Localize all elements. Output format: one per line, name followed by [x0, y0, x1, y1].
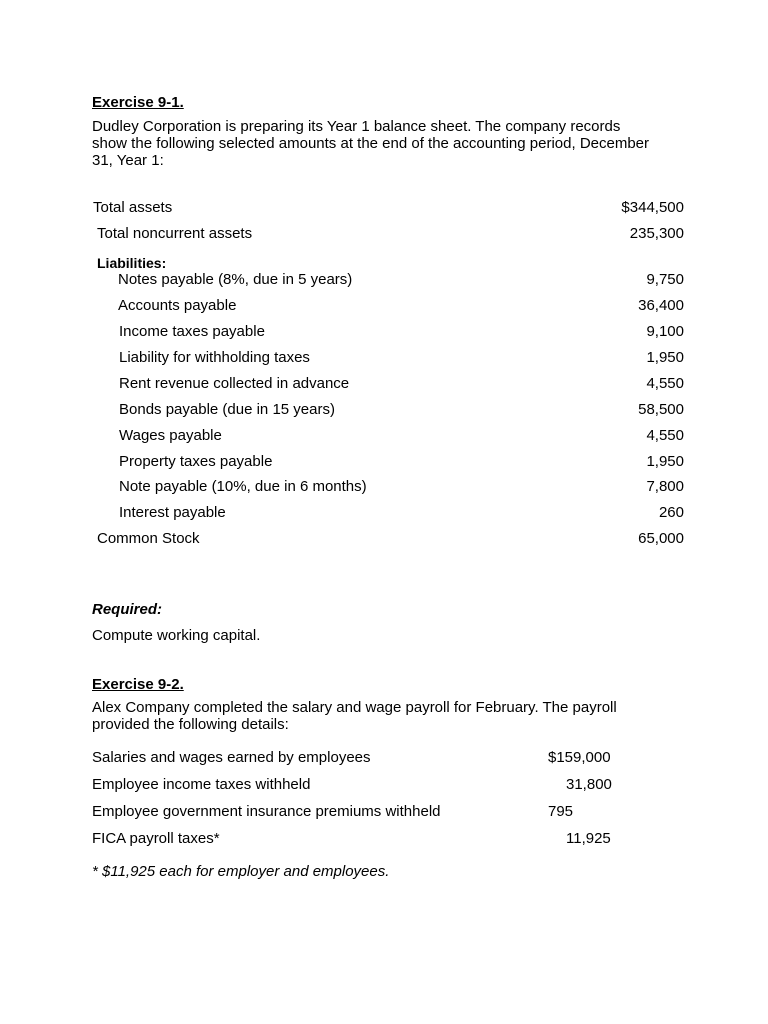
intro-line: show the following selected amounts at the end of the accounting period, December — [92, 135, 650, 152]
total-assets-value: $344,500 — [621, 199, 684, 216]
intro-line: Dudley Corporation is preparing its Year 1 balance sheet. The company records — [92, 118, 621, 135]
liability-value: 260 — [658, 504, 684, 521]
liability-value: 9,750 — [646, 271, 684, 288]
liability-label: Wages payable — [119, 427, 222, 444]
liability-value: 4,550 — [646, 375, 684, 392]
liability-label: Income taxes payable — [119, 323, 265, 340]
liability-label: Notes payable (8%, due in 5 years) — [118, 271, 353, 288]
intro-line: provided the following details: — [92, 716, 289, 733]
payroll-item-value: 795 — [548, 803, 574, 820]
total-noncurrent-label: Total noncurrent assets — [97, 225, 253, 242]
exercise-9-2-heading: Exercise 9-2. — [92, 676, 184, 693]
payroll-item-label: Employee income taxes withheld — [92, 776, 311, 793]
payroll-item-value: 11,925 — [566, 830, 611, 847]
payroll-item-value: $159,000 — [548, 749, 611, 766]
liability-label: Note payable (10%, due in 6 months) — [119, 478, 367, 495]
liability-label: Rent revenue collected in advance — [119, 375, 350, 392]
payroll-item-value: 31,800 — [566, 776, 612, 793]
common-stock-value: 65,000 — [638, 530, 684, 547]
exercise-9-1-heading: Exercise 9-1. — [92, 94, 184, 111]
liability-label: Interest payable — [119, 504, 226, 521]
footnote: * $11,925 each for employer and employees. — [92, 863, 390, 880]
liability-value: 58,500 — [638, 401, 684, 418]
liability-value: 4,550 — [646, 427, 684, 444]
payroll-item-label: FICA payroll taxes* — [92, 830, 220, 847]
intro-line: 31, Year 1: — [92, 152, 164, 169]
payroll-item-label: Employee government insurance premiums withheld — [92, 803, 441, 820]
intro-line: Alex Company completed the salary and wage payroll for February. The payroll — [92, 699, 617, 716]
liability-label: Property taxes payable — [119, 453, 273, 470]
required-heading: Required: — [92, 601, 163, 618]
liability-value: 1,950 — [646, 453, 684, 470]
liability-value: 36,400 — [638, 297, 684, 314]
common-stock-label: Common Stock — [97, 530, 200, 547]
payroll-item-label: Salaries and wages earned by employees — [92, 749, 371, 766]
liability-value: 9,100 — [646, 323, 684, 340]
liability-label: Bonds payable (due in 15 years) — [119, 401, 335, 418]
exercise-9-1-intro — [92, 118, 692, 169]
liability-label: Liability for withholding taxes — [119, 349, 310, 366]
exercise-9-2-intro — [92, 699, 692, 733]
total-noncurrent-value: 235,300 — [629, 225, 684, 242]
required-text: Compute working capital. — [92, 627, 261, 644]
total-assets-label: Total assets — [93, 199, 173, 216]
liability-label: Accounts payable — [118, 297, 237, 314]
liability-value: 7,800 — [646, 478, 684, 495]
liability-value: 1,950 — [646, 349, 684, 366]
liabilities-heading: Liabilities: — [97, 255, 167, 271]
